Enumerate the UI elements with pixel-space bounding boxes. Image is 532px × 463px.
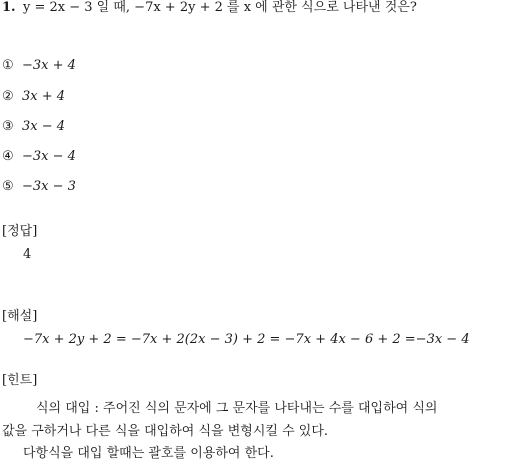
choice-4[interactable] — [2, 149, 76, 165]
hint-line-1: 식의 대입 : 주어진 식의 문자에 그 문자를 나타내는 수를 대입하여 식의 — [36, 401, 438, 416]
choice-5[interactable] — [2, 179, 76, 195]
choice-2-text: 3x + 4 — [22, 89, 66, 104]
answer-value: 4 — [23, 247, 32, 262]
hint-line-2: 값을 구하거나 다른 식을 대입하여 식을 변형시킬 수 있다. — [2, 424, 329, 439]
answer-label: [정답] — [2, 224, 38, 239]
choice-2[interactable] — [2, 89, 65, 105]
choice-1-mark: ① — [2, 58, 14, 73]
choice-3[interactable] — [2, 119, 65, 135]
choice-5-text: −3x − 3 — [22, 179, 76, 194]
choice-4-mark: ④ — [2, 149, 14, 164]
explanation-text: −7x + 2y + 2 = −7x + 2(2x − 3) + 2 = −7x + 4x − 6 + 2 =−3x − 4 — [23, 332, 470, 347]
question-text: y = 2x − 3 일 때, −7x + 2y + 2 를 x 에 관한 식으로 나타낸 것은? — [23, 0, 417, 15]
explanation-label: [해설] — [2, 309, 38, 324]
hint-label: [힌트] — [2, 373, 38, 388]
choice-4-text: −3x − 4 — [22, 149, 76, 164]
choice-1[interactable] — [2, 58, 76, 74]
choice-2-mark: ② — [2, 89, 14, 104]
choice-3-text: 3x − 4 — [22, 119, 66, 134]
question-number: 1. — [2, 0, 16, 15]
choice-3-mark: ③ — [2, 119, 14, 134]
choice-1-text: −3x + 4 — [22, 58, 76, 73]
choice-5-mark: ⑤ — [2, 179, 14, 194]
hint-line-3: 다항식을 대입 할때는 괄호를 이용하여 한다. — [23, 446, 274, 461]
